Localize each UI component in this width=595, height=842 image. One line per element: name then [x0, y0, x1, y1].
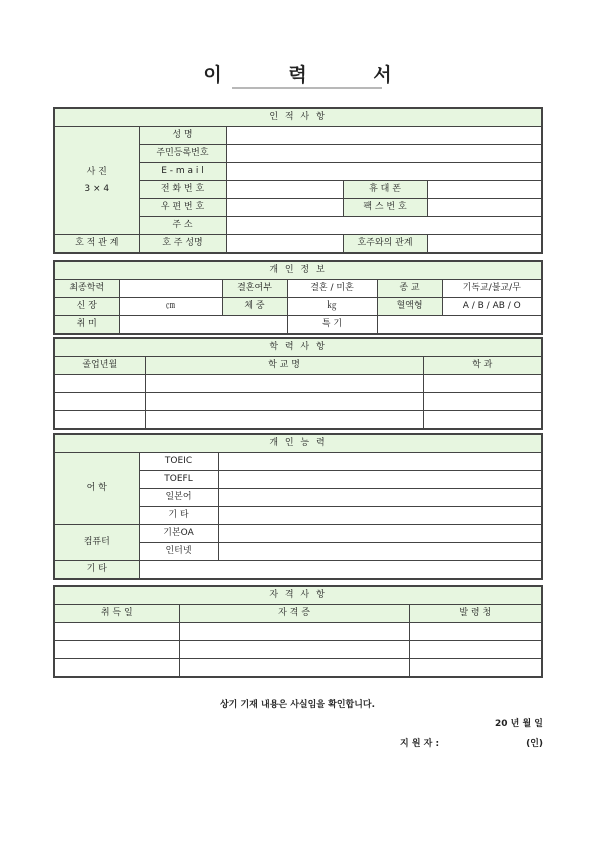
rrn-field[interactable] [226, 145, 542, 163]
rrn-label: 주민등록번호 [139, 145, 226, 163]
phone-label: 전 화 번 호 [139, 181, 226, 199]
major-field[interactable] [423, 411, 542, 430]
photo-size-label: 3 × 4 [84, 183, 110, 194]
mobile-field[interactable] [427, 181, 542, 199]
academic-table [53, 337, 543, 430]
mobile-label: 휴 대 폰 [343, 181, 427, 199]
office-field[interactable] [218, 525, 542, 543]
grad-date-field[interactable] [54, 393, 145, 411]
japanese-label: 일본어 [139, 489, 218, 507]
language-label: 어 학 [54, 453, 139, 525]
language-other-field[interactable] [218, 507, 542, 525]
zip-label: 우 편 번 호 [139, 199, 226, 217]
personal-info-table [53, 107, 543, 254]
weight-field[interactable]: ㎏ [287, 298, 377, 316]
family-relation-label: 호 적 관 계 [54, 235, 139, 254]
academic-col-date: 졸업년월 [54, 357, 145, 375]
other-field[interactable] [139, 561, 542, 580]
education-label: 최종학력 [54, 280, 119, 298]
blood-type-label: 혈액형 [377, 298, 442, 316]
license-col-issuer: 발 령 청 [409, 605, 542, 623]
personal-section-header: 인 적 사 항 [54, 108, 542, 127]
academic-section-header: 학 력 사 항 [54, 338, 542, 357]
name-label: 성 명 [139, 127, 226, 145]
license-name-field[interactable] [179, 641, 409, 659]
toeic-field[interactable] [218, 453, 542, 471]
toefl-label: TOEFL [139, 471, 218, 489]
address-field[interactable] [226, 217, 542, 235]
seal-label: (인) [526, 739, 543, 749]
head-name-field[interactable] [226, 235, 343, 254]
weight-label: 체 중 [222, 298, 287, 316]
photo-label: 사 진 [86, 166, 107, 177]
table-row [54, 375, 542, 393]
grad-date-field[interactable] [54, 411, 145, 430]
email-field[interactable] [226, 163, 542, 181]
phone-field[interactable] [226, 181, 343, 199]
marital-field[interactable]: 결혼 / 미혼 [287, 280, 377, 298]
school-field[interactable] [145, 375, 423, 393]
page-title: 이 력 서 [203, 64, 422, 86]
office-label: 기본OA [139, 525, 218, 543]
table-row [54, 393, 542, 411]
academic-col-major: 학 과 [423, 357, 542, 375]
license-table [53, 585, 543, 678]
major-field[interactable] [423, 393, 542, 411]
internet-field[interactable] [218, 543, 542, 561]
details-section-header: 개 인 정 보 [54, 261, 542, 280]
internet-label: 인터넷 [139, 543, 218, 561]
photo-box[interactable] [54, 127, 139, 235]
table-row [54, 411, 542, 430]
applicant-label: 지 원 자 : [400, 739, 440, 749]
issuer-field[interactable] [409, 641, 542, 659]
height-label: 신 장 [54, 298, 119, 316]
acquired-date-field[interactable] [54, 641, 179, 659]
skill-field[interactable] [377, 316, 542, 335]
religion-field[interactable]: 기독교/불교/무 [442, 280, 542, 298]
hobby-field[interactable] [119, 316, 287, 335]
table-row [54, 659, 542, 678]
language-other-label: 기 타 [139, 507, 218, 525]
personal-details-table [53, 260, 543, 335]
ability-section-header: 개 인 능 력 [54, 434, 542, 453]
height-field[interactable]: ㎝ [119, 298, 222, 316]
ability-table [53, 433, 543, 580]
issuer-field[interactable] [409, 623, 542, 641]
table-row [54, 623, 542, 641]
school-field[interactable] [145, 411, 423, 430]
name-field[interactable] [226, 127, 542, 145]
acquired-date-field[interactable] [54, 623, 179, 641]
toeic-label: TOEIC [139, 453, 218, 471]
date-line: 20 년 월 일 [494, 719, 543, 729]
acquired-date-field[interactable] [54, 659, 179, 678]
grad-date-field[interactable] [54, 375, 145, 393]
title-underline [232, 87, 382, 89]
fax-field[interactable] [427, 199, 542, 217]
japanese-field[interactable] [218, 489, 542, 507]
license-name-field[interactable] [179, 623, 409, 641]
religion-label: 종 교 [377, 280, 442, 298]
license-col-date: 취 득 일 [54, 605, 179, 623]
blood-type-field[interactable]: A / B / AB / O [442, 298, 542, 316]
confirmation-statement: 상기 기재 내용은 사실임을 확인합니다. [219, 700, 376, 710]
marital-label: 결혼여부 [222, 280, 287, 298]
address-label: 주 소 [139, 217, 226, 235]
major-field[interactable] [423, 375, 542, 393]
computer-label: 컴퓨터 [54, 525, 139, 561]
applicant-line [400, 736, 543, 749]
license-section-header: 자 격 사 항 [54, 586, 542, 605]
head-name-label: 호 주 성명 [139, 235, 226, 254]
education-field[interactable] [119, 280, 222, 298]
zip-field[interactable] [226, 199, 343, 217]
school-field[interactable] [145, 393, 423, 411]
table-row [54, 641, 542, 659]
hobby-label: 취 미 [54, 316, 119, 335]
fax-label: 팩 스 번 호 [343, 199, 427, 217]
head-relation-label: 호주와의 관계 [343, 235, 427, 254]
issuer-field[interactable] [409, 659, 542, 678]
license-col-name: 자 격 증 [179, 605, 409, 623]
other-label: 기 타 [54, 561, 139, 580]
toefl-field[interactable] [218, 471, 542, 489]
license-name-field[interactable] [179, 659, 409, 678]
head-relation-field[interactable] [427, 235, 542, 254]
academic-col-school: 학 교 명 [145, 357, 423, 375]
email-label: E - m a i l [139, 163, 226, 181]
skill-label: 특 기 [287, 316, 377, 335]
